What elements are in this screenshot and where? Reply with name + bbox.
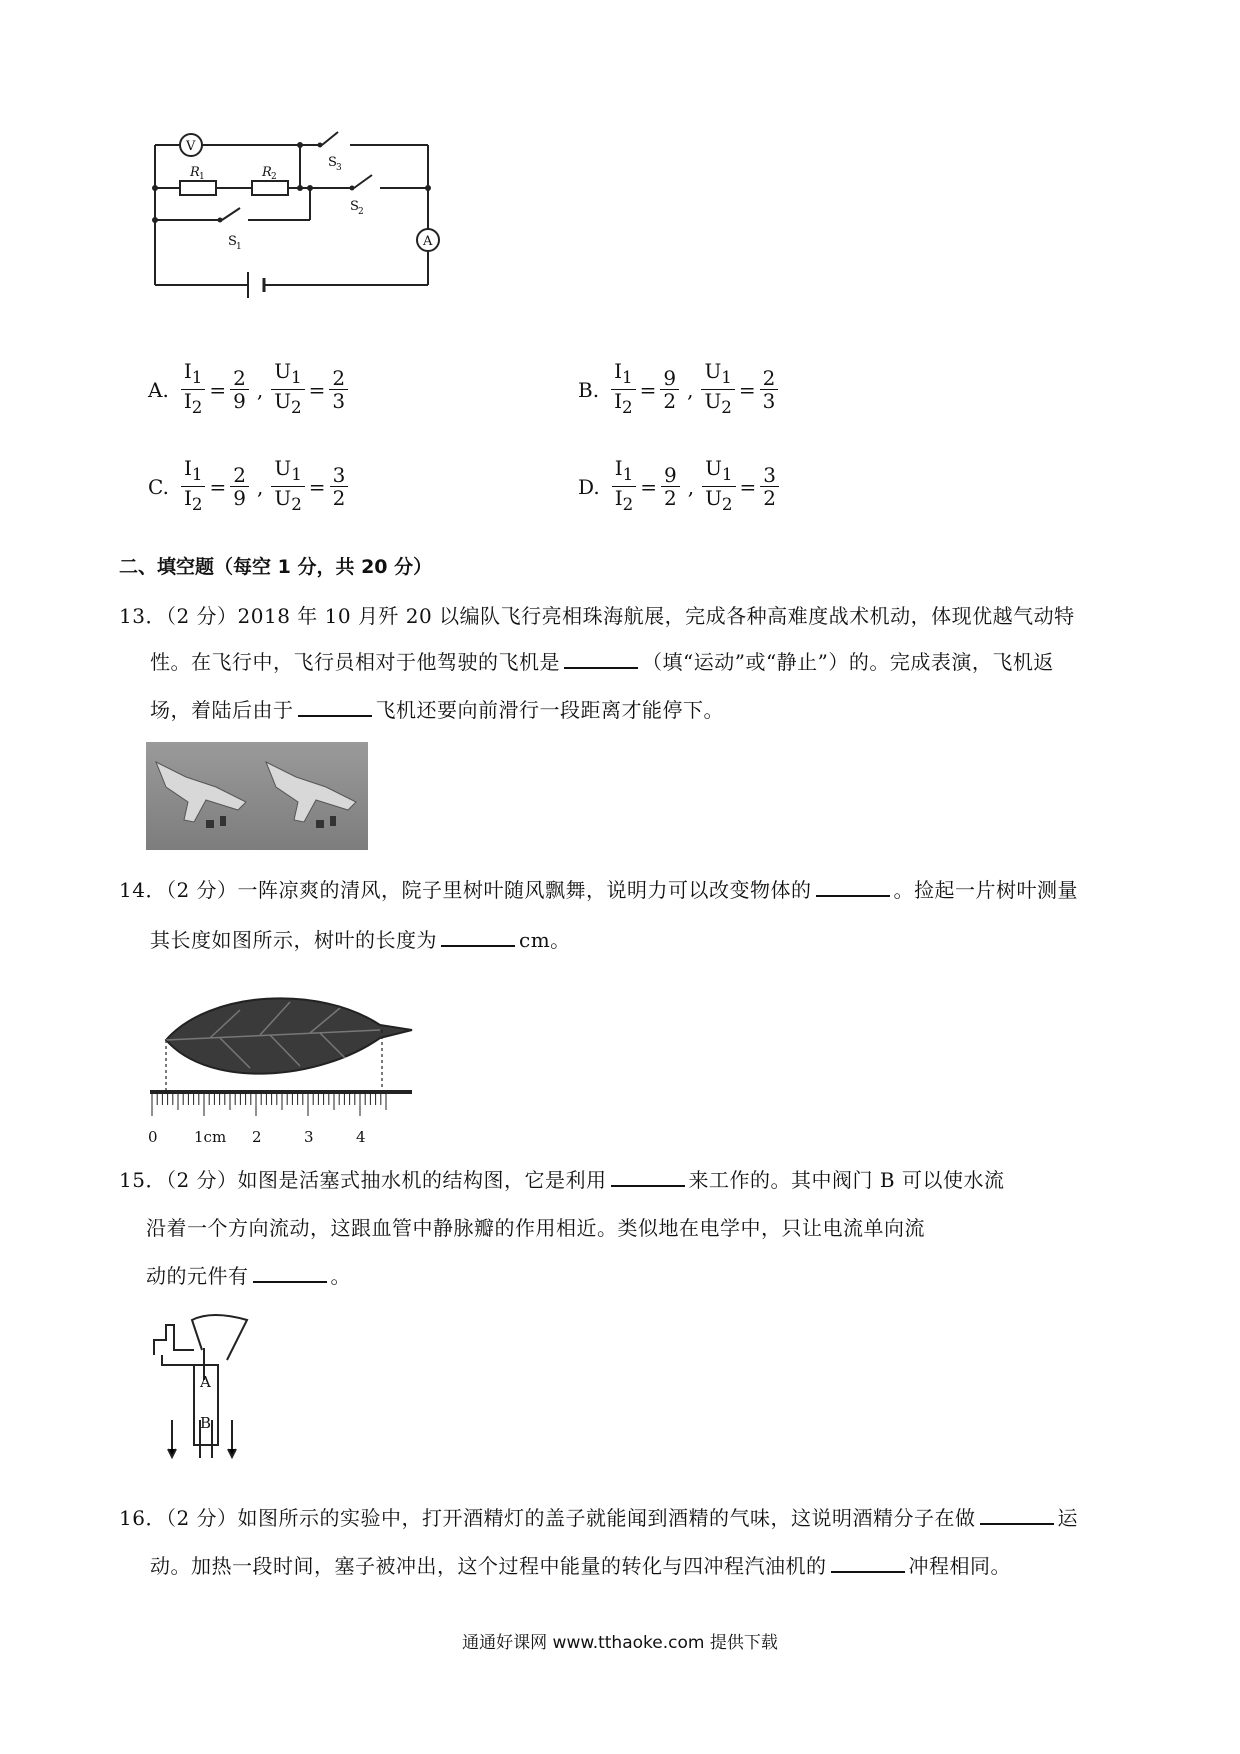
ruler-label: 1cm: [194, 1128, 227, 1146]
fraction: $\frac{U_1}{U_2}$: [271, 360, 304, 419]
option-letter: A.: [148, 377, 169, 402]
q13-blank-1[interactable]: [564, 649, 638, 669]
r2-label: R: [262, 165, 272, 180]
pump-figure: [152, 1310, 252, 1460]
s3-label: S: [328, 155, 337, 170]
q16-line1: 16．（2 分）如图所示的实验中，打开酒精灯的盖子就能闻到酒精的气味，这说明酒精分子在做 运: [119, 1506, 1079, 1530]
ruler-label: 0: [148, 1128, 158, 1146]
fraction: $\frac{U_1}{U_2}$: [271, 457, 304, 516]
jets-image: [146, 742, 368, 850]
ratio-fraction: $\frac{2}{9}$: [230, 367, 249, 412]
q16-blank-1[interactable]: [980, 1505, 1054, 1525]
ratio-fraction: $\frac{9}{2}$: [661, 464, 680, 509]
leaf-ruler-figure: [150, 980, 420, 1150]
q15-blank-2[interactable]: [253, 1263, 327, 1283]
fraction: $\frac{U_1}{U_2}$: [702, 457, 735, 516]
q16-blank-2[interactable]: [831, 1553, 905, 1573]
q13-line1: 13．（2 分）2018 年 10 月歼 20 以编队飞行亮相珠海航展，完成各种高难度战术机动，体现优越气动特: [119, 604, 1075, 628]
ratio-fraction: $\frac{3}{2}$: [760, 464, 779, 509]
footer-text: 通通好课网 www.tthaoke.com 提供下载: [462, 1633, 778, 1653]
s2-sub: 2: [358, 207, 364, 217]
fraction: $\frac{I_1}{I_2}$: [181, 360, 206, 419]
option-letter: D.: [578, 474, 600, 499]
fraction: $\frac{I_1}{I_2}$: [611, 360, 636, 419]
ratio-fraction: $\frac{2}{3}$: [329, 367, 348, 412]
ammeter-label: A: [423, 234, 433, 249]
q15-line2: 沿着一个方向流动，这跟血管中静脉瓣的作用相近。类似地在电学中，只让电流单向流: [146, 1216, 925, 1240]
pump-valve-b: B: [200, 1414, 212, 1432]
q13-line3: 场，着陆后由于 飞机还要向前滑行一段距离才能停下。: [150, 698, 724, 722]
q13-blank-2[interactable]: [298, 697, 372, 717]
q16-line2: 动。加热一段时间，塞子被冲出，这个过程中能量的转化与四冲程汽油机的 冲程相同。: [150, 1554, 1011, 1578]
s1-sub: 1: [236, 242, 242, 252]
option-d[interactable]: D. $\frac{I_1}{I_2}$ = $\frac{9}{2}$ , $\frac{U_1}{U_2}$ = $\frac{3}{2}$: [578, 457, 779, 516]
r1-sub: 1: [199, 172, 205, 182]
option-letter: C.: [148, 474, 169, 499]
q15-line3: 动的元件有 。: [146, 1264, 351, 1288]
ratio-fraction: $\frac{3}{2}$: [330, 464, 349, 509]
s1-label: S: [228, 234, 237, 249]
ratio-fraction: $\frac{2}{9}$: [230, 464, 249, 509]
q14-line1: 14．（2 分）一阵凉爽的清风，院子里树叶随风飘舞，说明力可以改变物体的 。捡起一片树叶测量: [119, 878, 1079, 902]
ruler-label: 2: [252, 1128, 262, 1146]
option-letter: B.: [578, 377, 600, 402]
s2-label: S: [350, 199, 359, 214]
q15-line1: 15．（2 分）如图是活塞式抽水机的结构图，它是利用 来工作的。其中阀门 B 可以使水流: [119, 1168, 1005, 1192]
option-c[interactable]: C. $\frac{I_1}{I_2}$ = $\frac{2}{9}$ , $\frac{U_1}{U_2}$ = $\frac{3}{2}$: [148, 457, 348, 516]
q14-line2: 其长度如图所示，树叶的长度为 cm。: [150, 928, 571, 952]
option-a[interactable]: A. $\frac{I_1}{I_2}$ = $\frac{2}{9}$ , $\frac{U_1}{U_2}$ = $\frac{2}{3}$: [148, 360, 348, 419]
q15-blank-1[interactable]: [611, 1167, 685, 1187]
fraction: $\frac{I_1}{I_2}$: [181, 457, 206, 516]
s3-sub: 3: [336, 163, 342, 173]
pump-valve-a: A: [200, 1373, 211, 1391]
ratio-fraction: $\frac{2}{3}$: [760, 367, 779, 412]
circuit-diagram: [140, 120, 440, 340]
q13-line2: 性。在飞行中，飞行员相对于他驾驶的飞机是 （填“运动”或“静止”）的。完成表演，飞机返: [150, 650, 1054, 674]
q14-blank-2[interactable]: [441, 927, 515, 947]
r2-sub: 2: [271, 172, 277, 182]
fraction: $\frac{I_1}{I_2}$: [612, 457, 637, 516]
r1-label: R: [190, 165, 200, 180]
voltmeter-label: V: [186, 139, 196, 154]
q14-blank-1[interactable]: [816, 877, 890, 897]
ratio-fraction: $\frac{9}{2}$: [660, 367, 679, 412]
fraction: $\frac{U_1}{U_2}$: [701, 360, 734, 419]
option-b[interactable]: B. $\frac{I_1}{I_2}$ = $\frac{9}{2}$ , $\frac{U_1}{U_2}$ = $\frac{2}{3}$: [578, 360, 778, 419]
section-title: 二、填空题（每空 1 分，共 20 分）: [119, 556, 433, 578]
ruler-label: 3: [304, 1128, 314, 1146]
ruler-label: 4: [356, 1128, 366, 1146]
